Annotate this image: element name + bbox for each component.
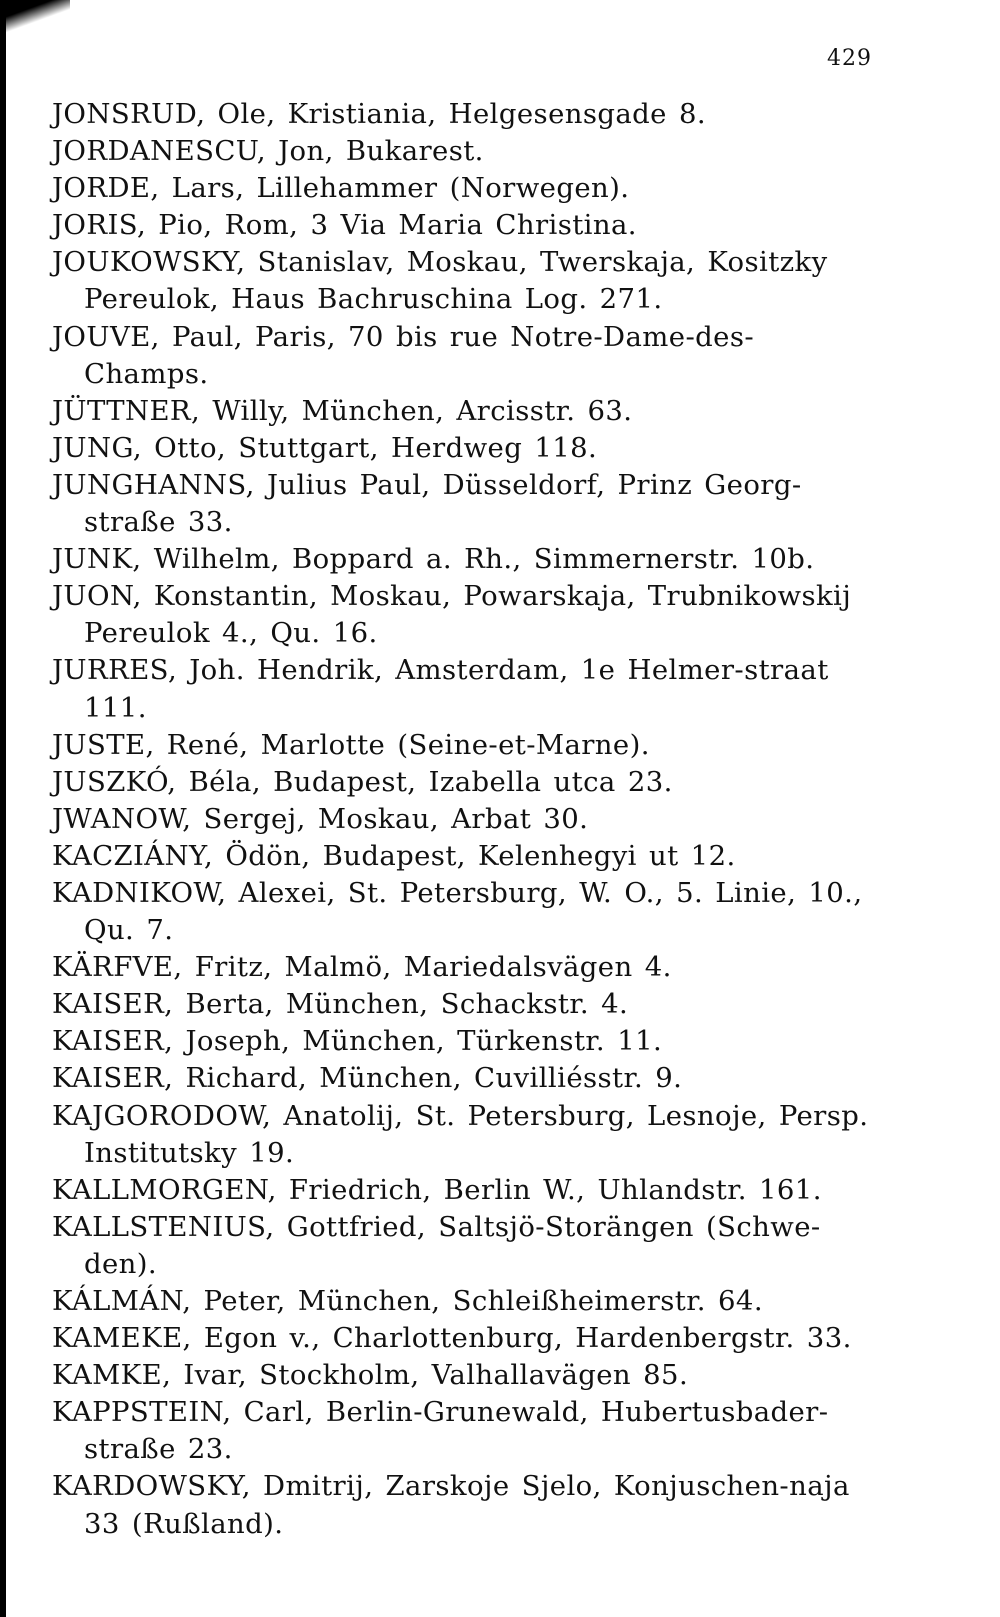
directory-entry: KAISER, Joseph, München, Türkenstr. 11.: [52, 1025, 663, 1058]
directory-entry: KÄRFVE, Fritz, Malmö, Mariedalsvägen 4.: [52, 951, 672, 984]
directory-entry: JUSTE, René, Marlotte (Seine-et-Marne).: [52, 728, 650, 761]
directory-entry: JOUVE, Paul, Paris, 70 bis rue Notre-Dame-des-Champs.: [52, 320, 755, 390]
directory-entry: JURRES, Joh. Hendrik, Amsterdam, 1e Helmer-straat 111.: [52, 654, 829, 724]
directory-entry: KADNIKOW, Alexei, St. Petersburg, W. O., 5. Linie, 10., Qu. 7.: [52, 876, 863, 947]
directory-entry: KALLSTENIUS, Gottfried, Saltsjö-Storängen (Schwe-den).: [52, 1210, 821, 1280]
directory-entry: KAPPSTEIN, Carl, Berlin-Grunewald, Hubertusbader-straße 23.: [52, 1396, 829, 1466]
directory-entry: JUSZKÓ, Béla, Budapest, Izabella utca 23.: [52, 765, 673, 798]
directory-entry: KALLMORGEN, Friedrich, Berlin W., Uhlandstr. 161.: [52, 1173, 822, 1206]
directory-entry: KAMKE, Ivar, Stockholm, Valhallavägen 85.: [52, 1359, 689, 1392]
directory-entry: JUNGHANNS, Julius Paul, Düsseldorf, Prinz Georg-straße 33.: [52, 468, 802, 539]
directory-entry: JUNG, Otto, Stuttgart, Herdweg 118.: [52, 431, 598, 464]
directory-entry: KAISER, Berta, München, Schackstr. 4.: [52, 988, 629, 1021]
directory-entry: JORDE, Lars, Lillehammer (Norwegen).: [52, 172, 630, 205]
directory-entry: KARDOWSKY, Dmitrij, Zarskoje Sjelo, Konjuschen-naja 33 (Rußland).: [52, 1470, 850, 1540]
directory-entry: JÜTTNER, Willy, München, Arcisstr. 63.: [52, 394, 633, 427]
directory-entry: KACZIÁNY, Ödön, Budapest, Kelenhegyi ut 12.: [52, 839, 736, 872]
page-corner-shadow: [0, 0, 70, 38]
directory-entry: JWANOW, Sergej, Moskau, Arbat 30.: [52, 802, 589, 835]
directory-entry: KÁLMÁN, Peter, München, Schleißheimerstr. 64.: [52, 1285, 763, 1317]
directory-entry: JOUKOWSKY, Stanislav, Moskau, Twerskaja, Kositzky Pereulok, Haus Bachruschina Log. 271.: [52, 246, 828, 316]
directory-entry: JUNK, Wilhelm, Boppard a. Rh., Simmernerstr. 10b.: [52, 543, 815, 576]
page-number: 429: [827, 46, 872, 71]
directory-entry: KAISER, Richard, München, Cuvilliésstr. 9.: [52, 1062, 683, 1095]
directory-entry: JONSRUD, Ole, Kristiania, Helgesensgade 8.: [52, 98, 707, 130]
directory-entry-list: [52, 96, 872, 1543]
directory-entry: JORIS, Pio, Rom, 3 Via Maria Christina.: [52, 209, 637, 242]
directory-entry: JORDANESCU, Jon, Bukarest.: [52, 135, 484, 168]
directory-entry: KAMEKE, Egon v., Charlottenburg, Hardenbergstr. 33.: [52, 1322, 852, 1355]
page-edge-shadow: [0, 0, 6, 1617]
directory-entry: KAJGORODOW, Anatolij, St. Petersburg, Lesnoje, Persp. Institutsky 19.: [52, 1099, 869, 1169]
directory-entry: JUON, Konstantin, Moskau, Powarskaja, Trubnikowskij Pereulok 4., Qu. 16.: [52, 580, 852, 650]
